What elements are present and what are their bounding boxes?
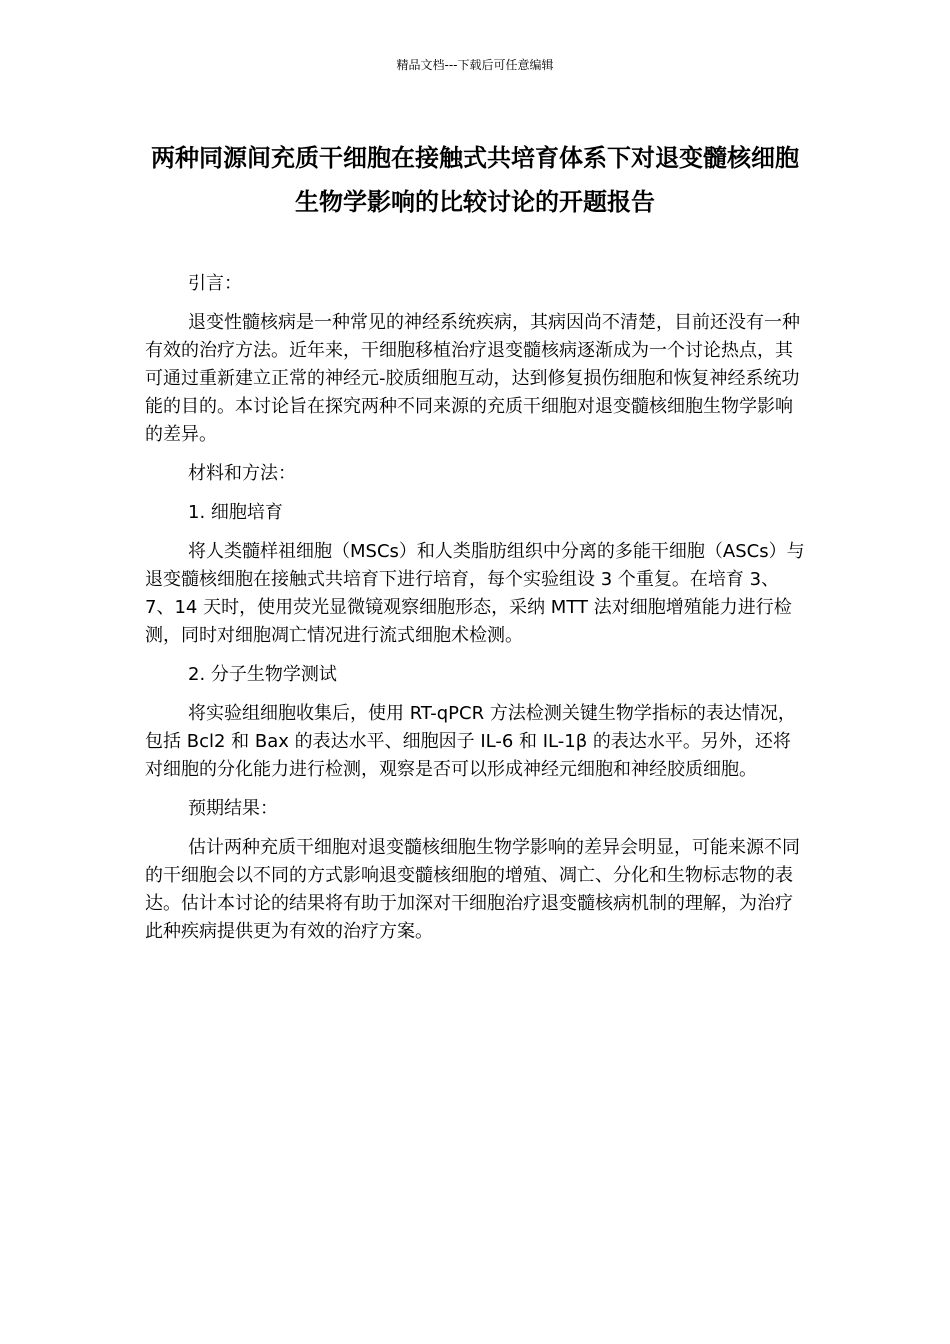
paragraph-molecular-biology: 将实验组细胞收集后，使用 RT-qPCR 方法检测关键生物学指标的表达情况，包括 Bcl2 和 Bax 的表达水平、细胞因子 IL-6 和 IL-1β 的表达水平。另外，还将对细胞的分化能力进行检测，观察是否可以形成神经元细胞和神经胶质细胞。: [145, 703, 796, 780]
paragraph-cell-culture: 将人类髓样祖细胞（MSCs）和人类脂肪组织中分离的多能干细胞（ASCs）与退变髓核细胞在接触式共培育下进行培育，每个实验组设 3 个重复。在培育 3、7、14 天时，使用荧光显微镜观察细胞形态，采纳 MTT 法对细胞增殖能力进行检测，同时对细胞凋亡情况进行流式细胞术检测。: [145, 541, 805, 646]
paragraph-introduction: 退变性髓核病是一种常见的神经系统疾病，其病因尚不清楚，目前还没有一种有效的治疗方法。近年来，干细胞移植治疗退变髓核病逐渐成为一个讨论热点，其可通过重新建立正常的神经元-胶质细胞互动，达到修复损伤细胞和恢复神经系统功能的目的。本讨论旨在探究两种不同来源的充质干细胞对退变髓核细胞生物学影响的差异。: [145, 312, 800, 445]
section-heading-introduction: 引言：: [188, 273, 242, 294]
subheading-cell-culture: 1. 细胞培育: [188, 502, 283, 523]
section-heading-expected-results: 预期结果：: [188, 798, 278, 819]
header-note: 精品文档---下载后可任意编辑: [396, 58, 554, 72]
subheading-molecular-biology: 2. 分子生物学测试: [188, 664, 337, 685]
document-title: 两种同源间充质干细胞在接触式共培育体系下对退变髓核细胞生物学影响的比较讨论的开题报告: [151, 144, 799, 216]
paragraph-expected-results: 估计两种充质干细胞对退变髓核细胞生物学影响的差异会明显，可能来源不同的干细胞会以不同的方式影响退变髓核细胞的增殖、凋亡、分化和生物标志物的表达。估计本讨论的结果将有助于加深对干细胞治疗退变髓核病机制的理解，为治疗此种疾病提供更为有效的治疗方案。: [145, 837, 800, 942]
section-heading-methods: 材料和方法：: [188, 463, 296, 484]
document-body: [145, 270, 805, 957]
